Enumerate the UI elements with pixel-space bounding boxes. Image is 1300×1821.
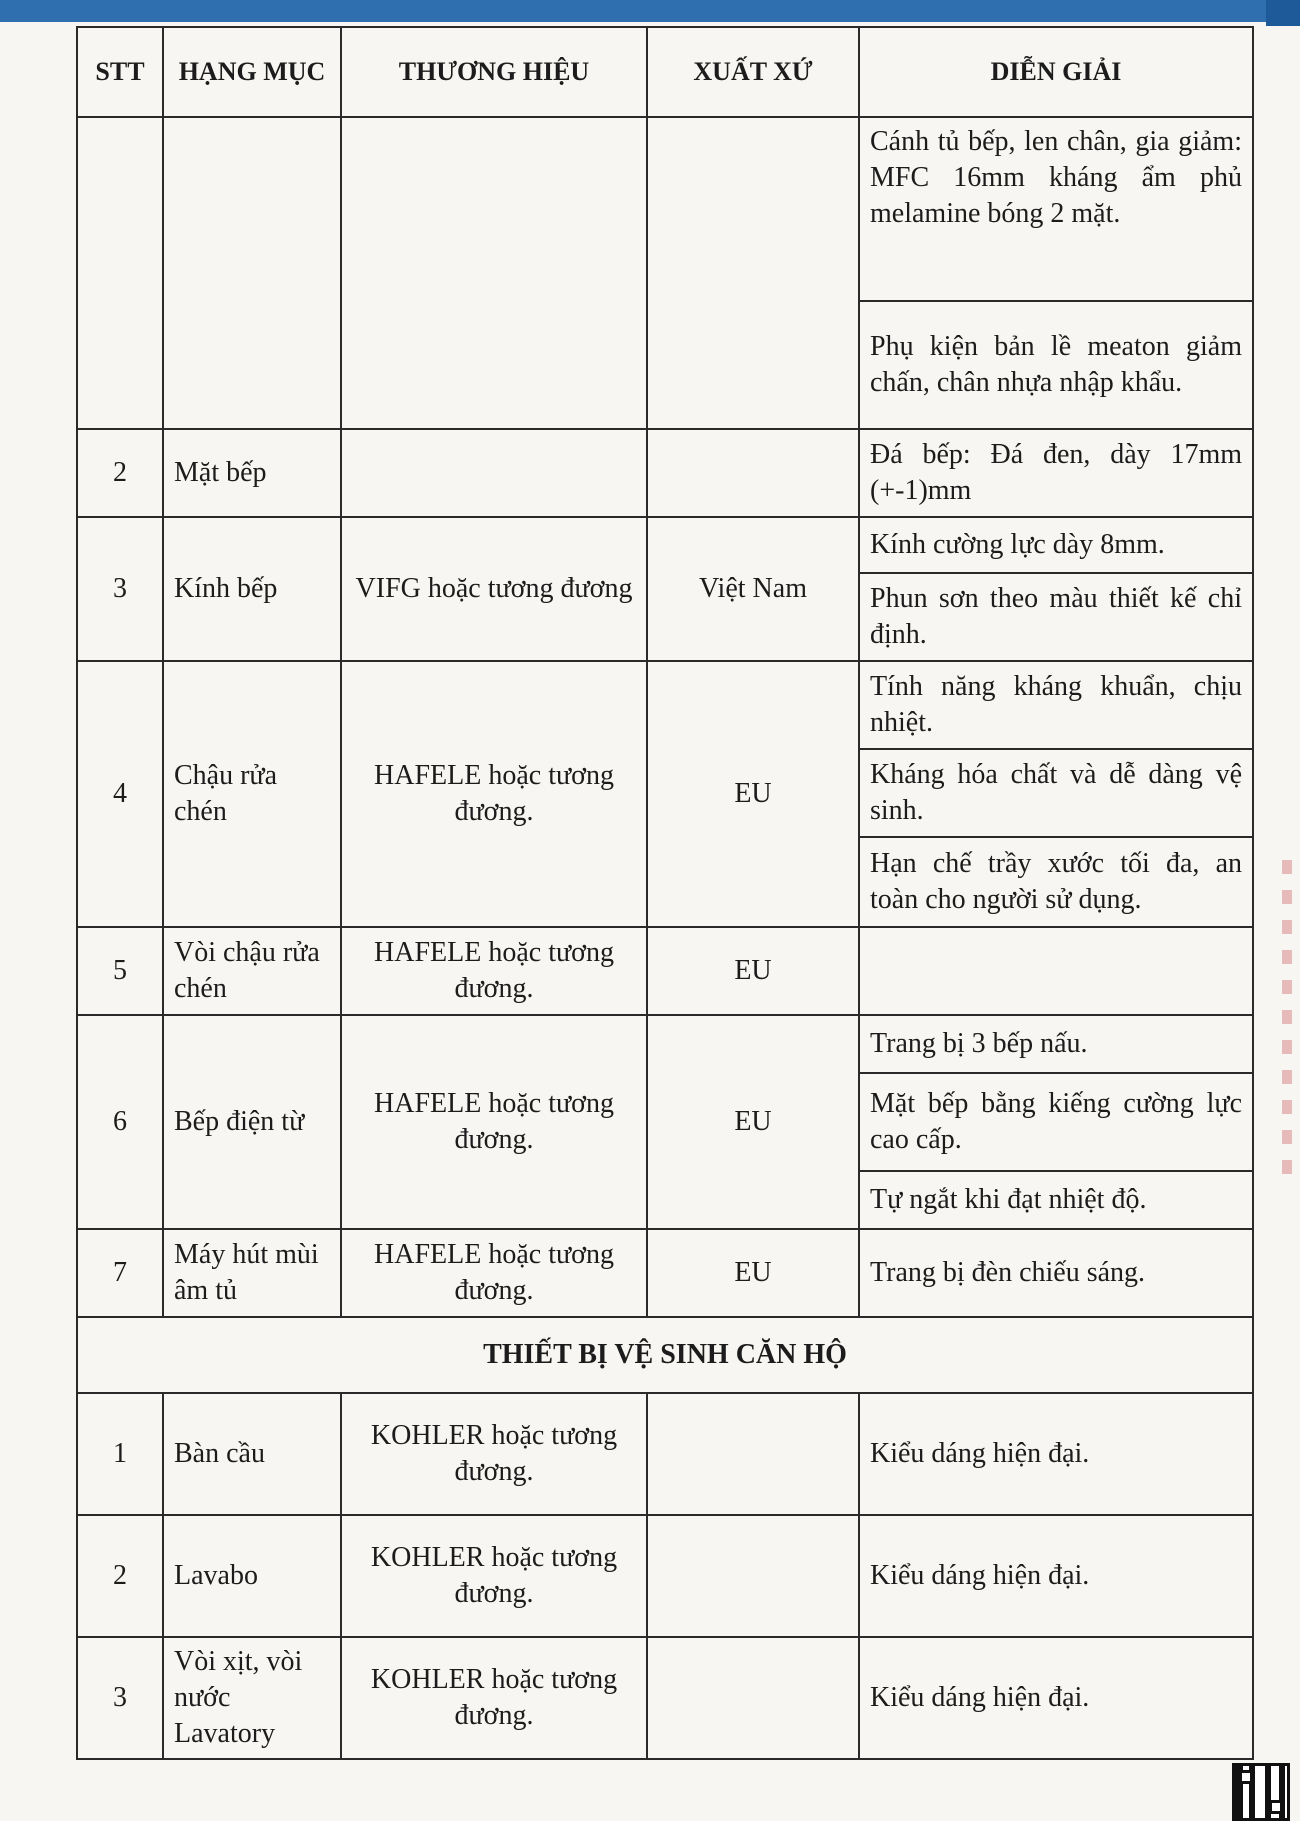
table-row <box>77 1637 1253 1759</box>
stt-cell: 4 <box>77 661 163 927</box>
header-description: DIỄN GIẢI <box>859 27 1253 117</box>
header-brand: THƯƠNG HIỆU <box>341 27 647 117</box>
brand-cell <box>341 429 647 517</box>
category-cell: Bếp điện từ <box>163 1015 341 1229</box>
brand-cell <box>341 117 647 429</box>
table-row <box>77 429 1253 517</box>
description-cell: Cánh tủ bếp, len chân, gia giảm: MFC 16mm kháng ẩm phủ melamine bóng 2 mặt. <box>859 117 1253 301</box>
header-band <box>0 0 1300 22</box>
brand-cell: HAFELE hoặc tương đương. <box>341 661 647 927</box>
description-cell: Phụ kiện bản lề meaton giảm chấn, chân nhựa nhập khẩu. <box>859 301 1253 429</box>
origin-cell <box>647 429 859 517</box>
brand-cell: VIFG hoặc tương đương <box>341 517 647 661</box>
description-cell: Kiểu dáng hiện đại. <box>859 1393 1253 1515</box>
origin-cell: Việt Nam <box>647 517 859 661</box>
origin-cell <box>647 1515 859 1637</box>
table-row <box>77 117 1253 301</box>
qr-code-icon <box>1232 1763 1290 1821</box>
stt-cell: 6 <box>77 1015 163 1229</box>
section-title: THIẾT BỊ VỆ SINH CĂN HỘ <box>77 1317 1253 1393</box>
origin-cell <box>647 1637 859 1759</box>
category-cell: Vòi chậu rửa chén <box>163 927 341 1015</box>
spec-table-container <box>76 26 1252 1760</box>
description-cell: Phun sơn theo màu thiết kế chỉ định. <box>859 573 1253 661</box>
table-row <box>77 927 1253 1015</box>
description-cell: Hạn chế trầy xước tối đa, an toàn cho người sử dụng. <box>859 837 1253 927</box>
category-cell: Vòi xịt, vòi nước Lavatory <box>163 1637 341 1759</box>
brand-cell: KOHLER hoặc tương đương. <box>341 1637 647 1759</box>
table-row <box>77 1393 1253 1515</box>
brand-cell: KOHLER hoặc tương đương. <box>341 1393 647 1515</box>
description-cell: Tính năng kháng khuẩn, chịu nhiệt. <box>859 661 1253 749</box>
stt-cell: 3 <box>77 517 163 661</box>
stt-cell: 2 <box>77 1515 163 1637</box>
description-cell: Tự ngắt khi đạt nhiệt độ. <box>859 1171 1253 1229</box>
description-cell: Mặt bếp bằng kiếng cường lực cao cấp. <box>859 1073 1253 1171</box>
category-cell <box>163 117 341 429</box>
header-band-accent <box>1266 0 1300 26</box>
category-cell: Chậu rửa chén <box>163 661 341 927</box>
category-cell: Mặt bếp <box>163 429 341 517</box>
stt-cell <box>77 117 163 429</box>
description-cell: Trang bị đèn chiếu sáng. <box>859 1229 1253 1317</box>
brand-cell: HAFELE hoặc tương đương. <box>341 927 647 1015</box>
description-cell: Trang bị 3 bếp nấu. <box>859 1015 1253 1073</box>
table-row <box>77 1015 1253 1073</box>
category-cell: Lavabo <box>163 1515 341 1637</box>
description-cell: Kháng hóa chất và dễ dàng vệ sinh. <box>859 749 1253 837</box>
origin-cell <box>647 117 859 429</box>
brand-cell: KOHLER hoặc tương đương. <box>341 1515 647 1637</box>
description-cell: Kiểu dáng hiện đại. <box>859 1637 1253 1759</box>
stt-cell: 7 <box>77 1229 163 1317</box>
spec-table <box>76 26 1254 1760</box>
section-row <box>77 1317 1253 1393</box>
header-origin: XUẤT XỨ <box>647 27 859 117</box>
stt-cell: 3 <box>77 1637 163 1759</box>
description-cell: Kính cường lực dày 8mm. <box>859 517 1253 573</box>
header-category: HẠNG MỤC <box>163 27 341 117</box>
stt-cell: 2 <box>77 429 163 517</box>
table-row <box>77 517 1253 573</box>
category-cell: Máy hút mùi âm tủ <box>163 1229 341 1317</box>
header-stt: STT <box>77 27 163 117</box>
origin-cell: EU <box>647 661 859 927</box>
table-row <box>77 1515 1253 1637</box>
margin-stamp <box>1282 860 1292 1180</box>
brand-cell: HAFELE hoặc tương đương. <box>341 1015 647 1229</box>
brand-cell: HAFELE hoặc tương đương. <box>341 1229 647 1317</box>
description-cell: Đá bếp: Đá đen, dày 17mm (+-1)mm <box>859 429 1253 517</box>
description-cell: Kiểu dáng hiện đại. <box>859 1515 1253 1637</box>
table-row <box>77 661 1253 749</box>
origin-cell: EU <box>647 1229 859 1317</box>
origin-cell: EU <box>647 1015 859 1229</box>
origin-cell: EU <box>647 927 859 1015</box>
category-cell: Bàn cầu <box>163 1393 341 1515</box>
origin-cell <box>647 1393 859 1515</box>
description-cell <box>859 927 1253 1015</box>
stt-cell: 5 <box>77 927 163 1015</box>
category-cell: Kính bếp <box>163 517 341 661</box>
stt-cell: 1 <box>77 1393 163 1515</box>
table-row <box>77 1229 1253 1317</box>
header-row <box>77 27 1253 117</box>
